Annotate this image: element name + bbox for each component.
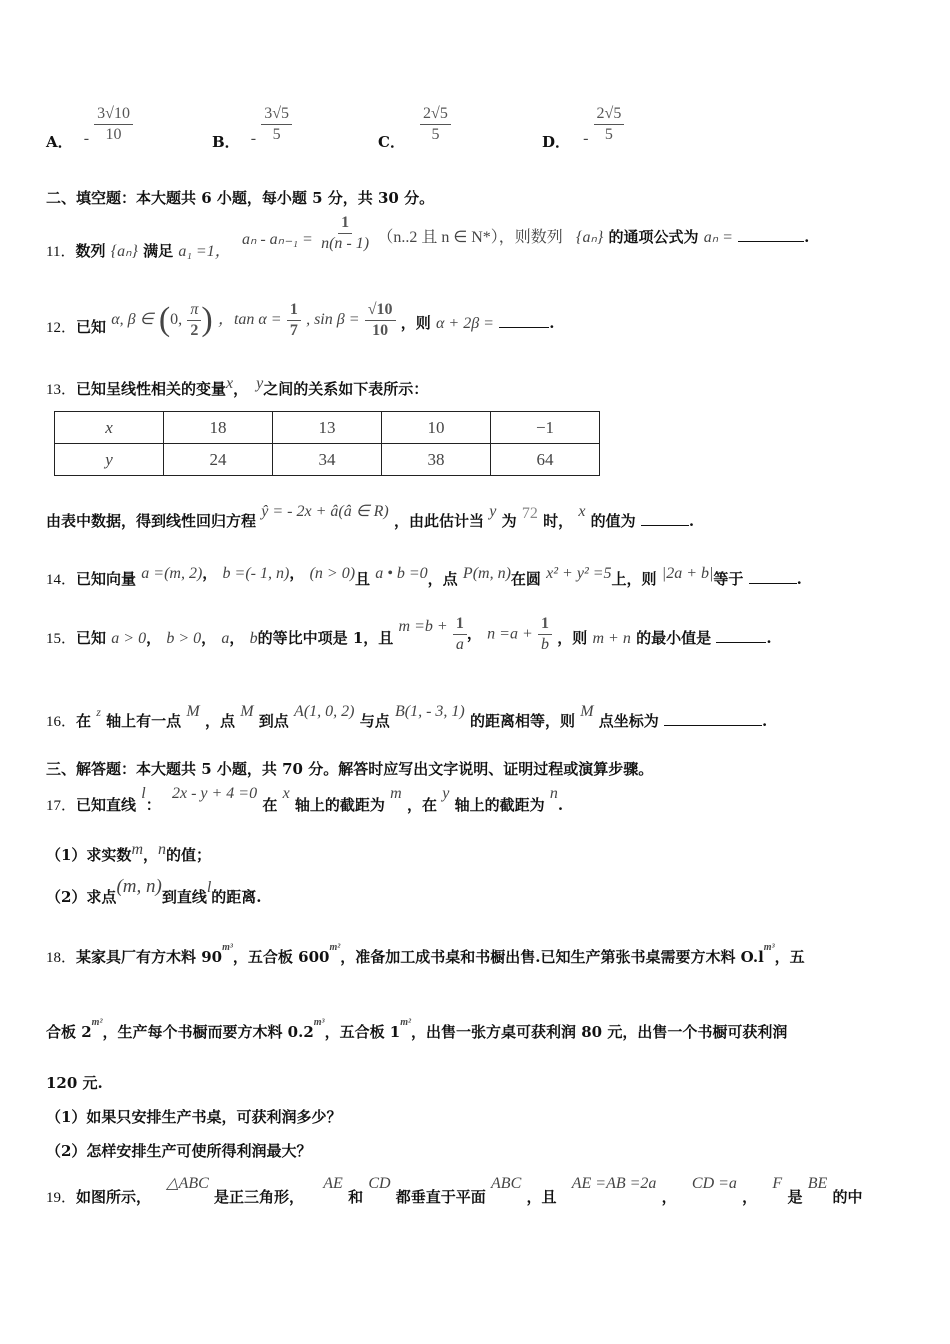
choice-fraction: $\frac{2√5}{5}$: [420, 104, 451, 145]
choice-label: A．: [46, 133, 73, 151]
question-19: 19．如图所示， △ABC 是正三角形， AE 和 CD 都垂直于平面 ABC ，且 AE =AB =2a ， CD =a ， F 是 BE 的中: [46, 1175, 863, 1206]
answer-blank[interactable]: [641, 511, 689, 526]
fraction: $\frac{1}{b}$: [538, 614, 552, 655]
answer-blank[interactable]: [664, 711, 762, 726]
sign: -: [83, 130, 90, 147]
choice-d: [542, 104, 624, 151]
question-16: 16．在 z 轴上有一点 M ，点 M 到点 A(1, 0, 2) 与点 B(1, - 3, 1) 的距离相等，则 M 点坐标为 .: [46, 703, 768, 730]
choice-a: [46, 104, 133, 151]
table-cell: x: [55, 412, 164, 444]
table-cell: 34: [273, 444, 382, 476]
question-12: 12．已知 α, β ∈ (0, $\frac{\pi}{2}$ ) ，tan α = $\frac{1}{7}$ , sin β = $\frac{√10}{10}$ ，则 α + 2β = .: [46, 300, 555, 339]
question-17-part2: （2）求点(m, n)到直线l的距离.: [46, 876, 262, 906]
choice-b: [212, 104, 292, 151]
section-heading: 二、填空题：本大题共 6 小题，每小题 5 分，共 30 分。: [46, 189, 435, 207]
question-13-followup: 由表中数据，得到线性回归方程 ŷ = - 2x + â(â ∈ R) ，由此估计当 y 为 72 时， x 的值为 .: [46, 503, 695, 530]
fraction: $\frac{1}{a}$: [453, 614, 467, 655]
choice-label: C．: [378, 133, 405, 151]
table-cell: 38: [382, 444, 491, 476]
question-15: 15．已知 a > 0， b > 0， a， b的等比中项是 1，且 m =b + $\frac{1}{a}$ ， n =a + $\frac{1}{b}$ ，则 m + n 的最小值是 .: [46, 615, 772, 653]
table-cell: y: [55, 444, 164, 476]
question-18-line3: 120 元.: [46, 1074, 103, 1092]
table-cell: −1: [491, 412, 600, 444]
table-cell: 18: [164, 412, 273, 444]
table-cell: 24: [164, 444, 273, 476]
question-17: 17．已知直线 l： 2x - y + 4 =0 在 x 轴上的截距为 m ，在 y 轴上的截距为 n.: [46, 785, 564, 814]
choice-fraction: $\frac{3√10}{10}$: [94, 104, 133, 145]
choice-label: D．: [542, 133, 571, 151]
question-18-line2: 合板 $2^{m^2}$，生产每个书橱而要方木料 $0.2^{m^3}$，五合板 $1^{m^2}$，出售一张方桌可获利润 80 元，出售一个书橱可获利润: [46, 1017, 788, 1041]
question-18: 18．某家具厂有方木料 $90^{m^3}$，五合板 $600^{m^2}$，准备加工成书桌和书橱出售.已知生产第张书桌需要方木料 $O.l^{m^3}$，五: [46, 942, 805, 966]
choice-label: B．: [212, 133, 240, 151]
question-17-part1: （1）求实数m，n的值；: [46, 841, 212, 864]
table-cell: 10: [382, 412, 491, 444]
fraction: $\frac{√10}{10}$: [365, 300, 396, 341]
question-18-part2: （2）怎样安排生产可使所得利润最大？: [46, 1142, 312, 1160]
question-11: 11．数列 {aₙ} 满足 a₁ =1， aₙ - aₙ₋₁ = $\frac{1}{n(n - 1)}$ （n..2 且 n ∈ N*），则数列 {aₙ} 的通项公式为 aₙ = .: [46, 214, 810, 260]
table-cell: 13: [273, 412, 382, 444]
data-table: [54, 411, 600, 476]
fraction: $\frac{1}{n(n - 1)}$: [321, 214, 370, 252]
question-18-part1: （1）如果只安排生产书桌，可获利润多少？: [46, 1108, 342, 1126]
section-heading: 三、解答题：本大题共 5 小题，共 70 分。解答时应写出文字说明、证明过程或演算步骤。: [46, 760, 654, 778]
table-row: [55, 412, 600, 444]
choice-fraction: $\frac{3√5}{5}$: [261, 104, 292, 145]
table-cell: 64: [491, 444, 600, 476]
answer-blank[interactable]: [738, 227, 804, 242]
fraction: $\frac{1}{7}$: [287, 300, 301, 341]
answer-blank[interactable]: [749, 569, 797, 584]
sign: -: [583, 130, 589, 147]
table-row: [55, 444, 600, 476]
choice-fraction: $\frac{2√5}{5}$: [594, 104, 625, 145]
choice-c: [378, 104, 451, 151]
answer-blank[interactable]: [716, 628, 766, 643]
question-13: 13．已知呈线性相关的变量x， y之间的关系如下表所示：: [46, 375, 429, 398]
question-14: 14．已知向量 a =(m, 2)， b =(- 1, n)， (n > 0)且 a • b =0，点 P(m, n)在圆 x² + y² =5上，则 |2a + b|等于 .: [46, 564, 802, 588]
fraction: $\frac{\pi}{2}$: [187, 300, 201, 341]
sign: -: [250, 130, 257, 147]
answer-blank[interactable]: [499, 313, 549, 328]
